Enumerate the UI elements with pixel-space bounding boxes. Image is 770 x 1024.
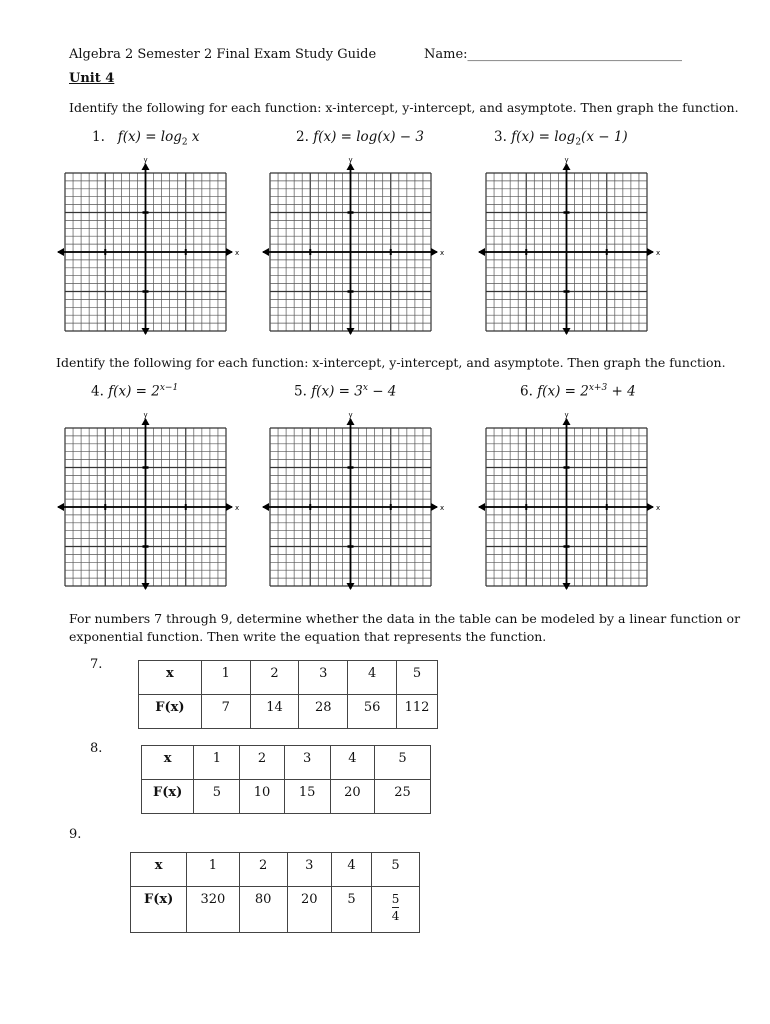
problem-1-function: 1. $f(x) = \log_2 x$: [92, 129, 200, 148]
x-cell: 5: [397, 661, 438, 695]
x-axis-label: x: [440, 249, 445, 257]
fx-cell: 80: [239, 887, 287, 933]
x-axis-left-arrow: [478, 248, 485, 256]
y-axis-top-arrow: [142, 418, 150, 425]
fx-header: F(x): [131, 887, 187, 933]
graph-problem-3[interactable]: [477, 156, 663, 336]
y-axis-label: y: [564, 156, 569, 164]
y-axis-label: y: [348, 156, 353, 164]
problem-4-function: 4. $f(x) = 2^{x-1}$: [91, 383, 179, 400]
problem-2-function: 2. f(x) = log(x) − 3: [296, 129, 424, 145]
coordinate-grid[interactable]: [477, 411, 663, 591]
y-axis-top-arrow: [563, 418, 571, 425]
x-cell: 2: [239, 853, 287, 887]
problem-9-number: 9.: [69, 827, 82, 842]
x-axis-left-arrow: [57, 503, 64, 511]
x-cell: 5: [372, 853, 420, 887]
problem-7-number: 7.: [90, 657, 103, 672]
table-problem-8: [141, 745, 431, 814]
x-axis-right-arrow: [226, 503, 233, 511]
fraction-denominator: 4: [391, 909, 400, 923]
x-header: x: [142, 746, 194, 780]
x-header: x: [139, 661, 202, 695]
y-axis-top-arrow: [347, 163, 355, 170]
x-axis-right-arrow: [226, 248, 233, 256]
study-guide-title: Algebra 2 Semester 2 Final Exam Study Guide: [69, 47, 377, 62]
fraction-numerator: 5: [391, 892, 400, 906]
coordinate-grid[interactable]: [477, 156, 663, 336]
table-problem-9: [130, 852, 420, 933]
x-cell: 4: [331, 853, 371, 887]
section3-instructions-line1: For numbers 7 through 9, determine whether the data in the table can be modeled by a linear function or: [69, 611, 741, 626]
y-axis-label: y: [348, 411, 353, 419]
fx-cell: 5: [194, 780, 240, 814]
unit-heading: Unit 4: [69, 71, 115, 86]
fx-cell: 7: [201, 695, 250, 729]
x-cell: 2: [250, 661, 299, 695]
name-field-label: Name:_________________________________: [424, 47, 683, 62]
x-axis-label: x: [235, 504, 240, 512]
problem-3-function: 3. $f(x) = \log_2(x - 1)$: [494, 129, 628, 148]
problem-6-function: 6. $f(x) = 2^{x+3} + 4$: [520, 383, 636, 400]
fx-header: F(x): [139, 695, 202, 729]
x-axis-right-arrow: [431, 248, 438, 256]
x-axis-label: x: [656, 504, 661, 512]
fraction: [392, 892, 400, 923]
fx-cell: 20: [287, 887, 331, 933]
fx-header: F(x): [142, 780, 194, 814]
fraction-bar: [392, 907, 400, 908]
x-axis-label: x: [656, 249, 661, 257]
graph-problem-2[interactable]: [261, 156, 447, 336]
x-cell: 3: [284, 746, 330, 780]
coordinate-grid[interactable]: [261, 411, 447, 591]
x-axis-right-arrow: [647, 503, 654, 511]
problem-5-function: 5. $f(x) = 3^x - 4$: [294, 383, 397, 400]
fx-cell: 20: [330, 780, 374, 814]
fx-cell: 28: [299, 695, 348, 729]
x-axis-left-arrow: [57, 248, 64, 256]
table-row: [139, 661, 438, 695]
coordinate-grid[interactable]: [56, 156, 242, 336]
section1-instructions: Identify the following for each function: x-intercept, y-intercept, and asymptote. Then graph the function.: [69, 100, 739, 115]
fx-cell-fraction: [372, 887, 420, 933]
table-row: [131, 887, 420, 933]
table-row: [142, 746, 431, 780]
x-cell: 1: [187, 853, 239, 887]
section2-instructions: Identify the following for each function: x-intercept, y-intercept, and asymptote. Then graph the function.: [56, 355, 726, 370]
fx-cell: 320: [187, 887, 239, 933]
x-cell: 4: [330, 746, 374, 780]
section3-instructions-line2: exponential function. Then write the equation that represents the function.: [69, 629, 547, 644]
x-axis-right-arrow: [431, 503, 438, 511]
fx-cell: 112: [397, 695, 438, 729]
x-cell: 3: [287, 853, 331, 887]
x-cell: 1: [201, 661, 250, 695]
graph-problem-6[interactable]: [477, 411, 663, 591]
fx-cell: 14: [250, 695, 299, 729]
table-row: [139, 695, 438, 729]
coordinate-grid[interactable]: [261, 156, 447, 336]
x-header: x: [131, 853, 187, 887]
fx-cell: 25: [375, 780, 431, 814]
x-cell: 3: [299, 661, 348, 695]
x-axis-right-arrow: [647, 248, 654, 256]
x-axis-left-arrow: [262, 248, 269, 256]
fx-cell: 5: [331, 887, 371, 933]
x-cell: 5: [375, 746, 431, 780]
x-axis-left-arrow: [478, 503, 485, 511]
y-axis-label: y: [143, 411, 148, 419]
x-axis-left-arrow: [262, 503, 269, 511]
y-axis-label: y: [143, 156, 148, 164]
x-cell: 2: [240, 746, 284, 780]
coordinate-grid[interactable]: [56, 411, 242, 591]
table-row: [131, 853, 420, 887]
x-axis-label: x: [235, 249, 240, 257]
y-axis-label: y: [564, 411, 569, 419]
table-row: [142, 780, 431, 814]
x-cell: 4: [348, 661, 397, 695]
graph-problem-5[interactable]: [261, 411, 447, 591]
fx-cell: 15: [284, 780, 330, 814]
y-axis-top-arrow: [347, 418, 355, 425]
x-cell: 1: [194, 746, 240, 780]
x-axis-label: x: [440, 504, 445, 512]
problem-8-number: 8.: [90, 741, 103, 756]
y-axis-top-arrow: [142, 163, 150, 170]
y-axis-top-arrow: [563, 163, 571, 170]
graph-problem-4[interactable]: [56, 411, 242, 591]
graph-problem-1[interactable]: [56, 156, 242, 336]
fx-cell: 56: [348, 695, 397, 729]
fx-cell: 10: [240, 780, 284, 814]
table-problem-7: [138, 660, 438, 729]
